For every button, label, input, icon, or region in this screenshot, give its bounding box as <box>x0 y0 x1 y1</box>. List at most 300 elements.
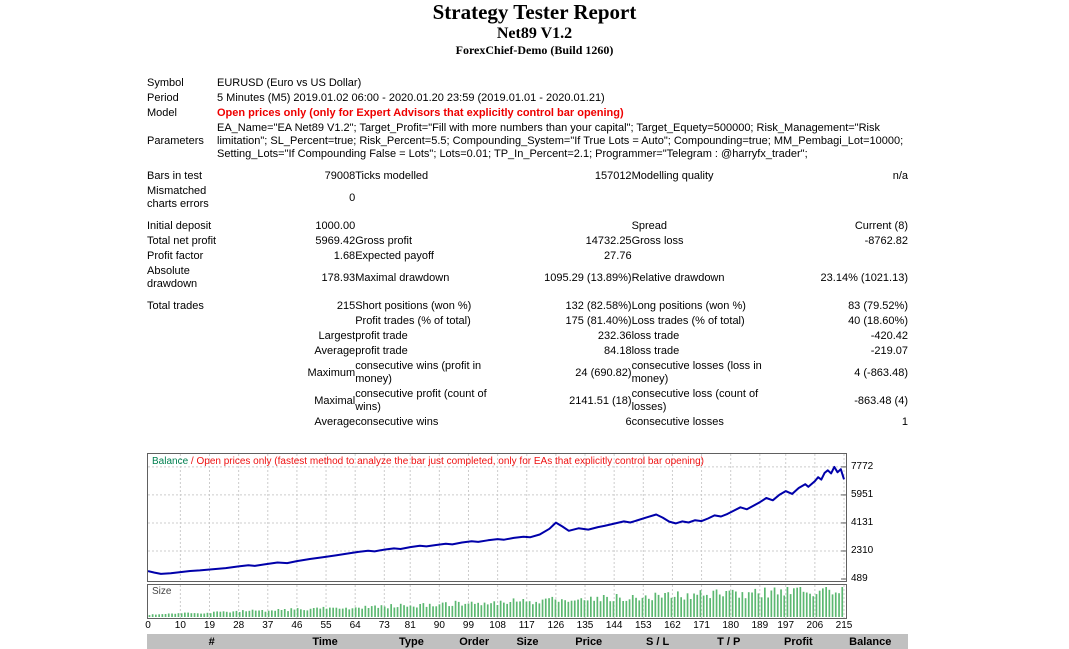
x-axis-tick-label: 64 <box>349 620 361 631</box>
summary-row <box>147 415 908 430</box>
summary-row <box>147 169 908 184</box>
summary-cell: 157012 <box>594 170 632 182</box>
size-bar <box>203 614 205 618</box>
size-bar <box>532 604 534 617</box>
summary-table <box>147 76 908 430</box>
summary-cell: consecutive loss (count of losses) <box>631 388 759 413</box>
summary-cell: Symbol <box>147 77 184 89</box>
summary-cell: Open prices only (only for Expert Advisors that explicitly control bar opening) <box>217 107 624 119</box>
summary-cell: 175 (81.40%) <box>565 315 632 327</box>
x-axis-tick-label: 19 <box>203 620 216 631</box>
size-bar <box>555 600 557 618</box>
summary-cell: -863.48 (4) <box>854 394 908 407</box>
summary-cell: Maximal <box>314 394 356 407</box>
summary-cell: Total net profit <box>147 235 217 247</box>
summary-cell: Absolute drawdown <box>147 265 198 290</box>
size-bar <box>239 612 241 617</box>
size-bar <box>558 602 560 617</box>
trades-column-header-#: # <box>208 635 215 648</box>
size-bar <box>297 608 299 617</box>
summary-cell <box>147 415 217 430</box>
summary-cell: Gross profit <box>355 235 413 247</box>
size-bar <box>748 592 750 617</box>
size-bar <box>319 609 321 617</box>
summary-cell: 84.18 <box>604 345 632 357</box>
summary-row <box>147 299 908 314</box>
size-bar <box>622 601 624 617</box>
summary-cell: 79008 <box>324 170 356 182</box>
summary-cell: Current (8) <box>854 220 908 232</box>
size-bar <box>471 602 473 617</box>
summary-cell: 40 (18.60%) <box>848 315 908 327</box>
size-bar <box>461 606 463 617</box>
size-bar <box>397 607 399 617</box>
summary-cell <box>493 184 631 212</box>
trades-column-header-order: Order <box>459 635 490 648</box>
summary-row <box>147 184 908 212</box>
summary-cell: Maximum <box>307 366 356 379</box>
broker-build: ForexChief-Demo (Build 1260) <box>455 43 614 57</box>
size-bar <box>661 598 663 617</box>
summary-gap <box>147 292 908 299</box>
x-axis-tick-label: 171 <box>693 620 710 631</box>
report-title: Strategy Tester Report <box>432 0 637 24</box>
size-bar <box>387 608 389 617</box>
size-bar <box>200 614 202 617</box>
size-bar <box>152 614 154 617</box>
size-bar <box>742 592 744 617</box>
size-bar <box>313 608 315 617</box>
summary-cell: consecutive losses (loss in money) <box>631 360 762 385</box>
size-bar <box>236 611 238 617</box>
size-bar <box>690 599 692 617</box>
size-bar <box>458 602 460 617</box>
size-bar <box>841 587 843 617</box>
size-bar <box>693 594 695 618</box>
size-bar <box>307 610 309 617</box>
size-bar <box>764 588 766 617</box>
summary-cell: 0 <box>349 191 356 204</box>
size-bar <box>584 600 586 617</box>
size-bar <box>796 588 798 617</box>
size-bar <box>361 609 363 617</box>
size-bar <box>738 598 740 617</box>
summary-cell: consecutive wins <box>355 416 439 428</box>
size-bar <box>800 587 802 617</box>
summary-cell: consecutive profit (count of wins) <box>355 388 487 413</box>
summary-cell: Relative drawdown <box>631 271 725 284</box>
summary-cell: Spread <box>631 220 668 232</box>
size-bar <box>474 604 476 617</box>
size-bar <box>342 609 344 617</box>
legend-model-note: Open prices only (fastest method to analyze the bar just completed, only for EAs that explicitly control bar opening) <box>196 456 704 467</box>
summary-cell: 27.76 <box>604 250 632 262</box>
summary-cell: 232.36 <box>597 330 632 342</box>
summary-cell: loss trade <box>631 330 680 342</box>
size-bar <box>448 606 450 617</box>
summary-cell: 5 Minutes (M5) 2019.01.02 06:00 - 2020.01.20 23:59 (2019.01.01 - 2020.01.21) <box>217 92 605 104</box>
size-bar <box>561 599 563 617</box>
size-bar <box>703 596 705 617</box>
size-bar <box>671 598 673 617</box>
size-bars-svg <box>148 585 846 618</box>
size-bar <box>819 591 821 617</box>
x-axis-tick-label: 99 <box>462 620 475 631</box>
size-bar <box>445 602 447 617</box>
size-bar <box>725 591 727 617</box>
summary-cell <box>770 249 908 264</box>
size-bar <box>484 603 486 617</box>
size-bar <box>268 611 270 617</box>
size-bar <box>754 589 756 617</box>
size-bar <box>506 604 508 617</box>
size-bar <box>529 601 531 617</box>
summary-cell: Period <box>147 92 179 104</box>
size-bar <box>226 612 228 617</box>
size-bar <box>642 598 644 617</box>
size-bar <box>658 595 660 617</box>
size-bar <box>207 613 209 617</box>
size-bar <box>368 608 370 617</box>
size-bar <box>732 590 734 617</box>
size-bar <box>829 590 831 617</box>
size-bar <box>255 611 257 617</box>
trades-column-header-profit: Profit <box>784 635 813 648</box>
size-bar <box>149 615 151 617</box>
size-bar <box>526 602 528 617</box>
summary-row <box>147 219 908 234</box>
size-bar <box>545 599 547 617</box>
size-bar <box>294 610 296 617</box>
size-bar <box>410 606 412 617</box>
trades-column-header-sl: S / L <box>645 635 670 648</box>
trades-column-header-size: Size <box>516 635 539 648</box>
size-bar <box>168 614 170 618</box>
x-axis-tick-label: 189 <box>751 620 769 631</box>
size-bar <box>680 597 682 617</box>
size-bar <box>274 611 276 617</box>
x-axis-tick-label: 28 <box>233 620 245 631</box>
size-bar <box>696 595 698 617</box>
summary-row <box>147 387 908 415</box>
x-axis-tick-label: 215 <box>835 620 853 631</box>
summary-cell: 5969.42 <box>315 235 356 247</box>
size-bar <box>323 607 325 617</box>
summary-cell: 1 <box>901 416 908 428</box>
summary-cell <box>147 344 217 359</box>
size-bar <box>358 608 360 617</box>
summary-row <box>147 121 908 162</box>
summary-cell: Largest <box>318 330 356 342</box>
summary-row <box>147 359 908 387</box>
summary-cell <box>770 184 908 212</box>
trades-column-header-time: Time <box>312 635 338 648</box>
size-bar <box>787 587 789 617</box>
balance-chart <box>147 453 847 582</box>
size-bar <box>516 602 518 617</box>
x-axis-tick-label: 81 <box>404 620 416 631</box>
size-bar <box>674 597 676 617</box>
size-bar <box>390 604 392 617</box>
size-bar <box>838 593 840 617</box>
size-bar <box>629 599 631 617</box>
summary-cell: 2141.51 (18) <box>569 394 632 407</box>
size-bar <box>181 613 183 617</box>
summary-row <box>147 249 908 264</box>
summary-cell: -8762.82 <box>864 235 908 247</box>
size-bar <box>822 588 824 617</box>
summary-row <box>147 329 908 344</box>
size-bar <box>632 595 634 617</box>
size-bar <box>371 606 373 617</box>
size-bar <box>442 603 444 617</box>
size-bar <box>487 604 489 617</box>
x-axis-tick-label: 108 <box>489 620 506 631</box>
summary-cell: EA_Name="EA Net89 V1.2"; Target_Profit="Fill with more numbers than your capital"; Target_Equety=500000; Risk_Management="Risk limitation"; SL_Percent=true; Risk_Percent=5.5; Compounding_System="If True Lots = Auto"; Compounding=true; MM_Pembagi_Lot=10000; Setting_Lots="If Compounding False = Lots"; Lots=0.01; TP_In_Percent=2.1; Programmer="Telegram : @harryfx_trader"; <box>217 122 904 160</box>
x-axis-tick-label: 37 <box>262 620 274 631</box>
size-bar <box>835 593 837 618</box>
size-bar <box>816 594 818 617</box>
x-axis-tick-label: 126 <box>547 620 565 631</box>
size-bar <box>155 615 157 617</box>
size-bar <box>242 610 244 617</box>
summary-cell: profit trade <box>355 330 408 342</box>
size-bar <box>613 601 615 617</box>
summary-cell: Ticks modelled <box>355 170 429 182</box>
size-bar <box>191 613 193 617</box>
size-bar <box>635 598 637 617</box>
legend-balance-label: Balance <box>152 456 189 467</box>
size-bar <box>197 613 199 617</box>
size-bar <box>806 593 808 618</box>
x-axis-tick-label: 10 <box>174 620 186 631</box>
size-bar <box>416 608 418 618</box>
size-bar <box>500 601 502 617</box>
size-bar <box>706 595 708 617</box>
summary-cell: 1095.29 (13.89%) <box>544 271 632 284</box>
size-bar <box>597 597 599 617</box>
size-bar <box>229 613 231 618</box>
size-bar <box>809 594 811 617</box>
size-bar <box>216 611 218 617</box>
size-bar <box>761 597 763 617</box>
size-bar <box>290 608 292 617</box>
summary-cell: EURUSD (Euro vs US Dollar) <box>217 77 362 89</box>
x-axis-tick-label: 0 <box>145 620 151 631</box>
size-bar <box>832 594 834 617</box>
summary-cell: loss trade <box>631 345 680 357</box>
summary-row <box>147 106 908 121</box>
size-bar <box>539 603 541 617</box>
y-axis-tick-label: 5951 <box>851 488 874 500</box>
size-bar <box>171 614 173 618</box>
summary-cell: 178.93 <box>321 271 356 284</box>
size-bar <box>413 607 415 617</box>
summary-cell <box>147 329 217 344</box>
size-bar <box>365 606 367 617</box>
summary-cell: consecutive losses <box>631 416 724 428</box>
size-bar <box>284 609 286 617</box>
size-bar <box>648 599 650 617</box>
size-bar <box>719 595 721 618</box>
trades-column-header-type: Type <box>399 635 424 648</box>
summary-row <box>147 264 908 292</box>
size-bar <box>651 600 653 617</box>
size-bar <box>332 608 334 617</box>
summary-cell: Loss trades (% of total) <box>631 315 745 327</box>
size-bar <box>590 597 592 617</box>
summary-cell: Gross loss <box>631 235 684 247</box>
size-bar <box>722 596 724 617</box>
size-bar <box>580 598 582 617</box>
x-axis-tick-label: 153 <box>634 620 652 631</box>
summary-cell: 4 (-863.48) <box>854 366 908 379</box>
size-bar <box>616 594 618 617</box>
summary-cell: Bars in test <box>147 170 203 182</box>
size-bar <box>771 591 773 618</box>
size-bar <box>213 612 215 617</box>
size-bar <box>606 597 608 617</box>
size-bar <box>564 600 566 617</box>
summary-cell: 23.14% (1021.13) <box>820 271 908 284</box>
size-bar <box>664 593 666 617</box>
summary-cell: 6 <box>625 416 632 428</box>
x-axis-tick-label: 55 <box>320 620 332 631</box>
size-bar <box>210 613 212 617</box>
trades-table-header <box>147 634 908 649</box>
summary-cell <box>147 314 217 329</box>
size-bar <box>403 605 405 617</box>
size-bar <box>252 610 254 617</box>
y-axis-tick-label: 7772 <box>851 460 874 472</box>
size-bar <box>352 608 354 617</box>
size-bar <box>174 614 176 617</box>
size-bar <box>435 606 437 617</box>
size-bar <box>751 593 753 618</box>
summary-cell: 24 (690.82) <box>575 366 632 379</box>
size-bar <box>793 588 795 617</box>
summary-cell: Maximal drawdown <box>355 271 450 284</box>
balance-curve-svg <box>148 454 846 581</box>
size-bar <box>600 601 602 617</box>
summary-cell: Mismatched charts errors <box>147 185 209 210</box>
size-bar <box>329 608 331 617</box>
size-bar <box>777 594 779 617</box>
size-bar <box>522 599 524 617</box>
summary-row <box>147 91 908 106</box>
balance-chart-legend: Balance / Open prices only (fastest method to analyze the bar just completed, only for EAs that explicitly control bar opening) <box>152 456 704 467</box>
size-bar <box>468 604 470 618</box>
size-bar <box>645 595 647 617</box>
summary-cell: n/a <box>892 170 908 182</box>
size-bar <box>384 607 386 618</box>
size-bar <box>429 604 431 617</box>
summary-cell: Profit factor <box>147 250 204 262</box>
summary-cell: 1.68 <box>333 250 356 262</box>
summary-row <box>147 76 908 91</box>
summary-cell <box>632 249 770 264</box>
summary-cell <box>355 219 493 234</box>
size-bar <box>374 606 376 618</box>
summary-cell: 132 (82.58%) <box>565 300 632 312</box>
x-axis-tick-label: 46 <box>291 620 303 631</box>
y-axis-tick-label: 2310 <box>851 544 874 556</box>
size-bar <box>783 596 785 618</box>
size-bar <box>223 611 225 617</box>
size-bar <box>655 593 657 617</box>
summary-cell: 14732.25 <box>585 235 632 247</box>
summary-cell: Short positions (won %) <box>355 300 472 312</box>
summary-row <box>147 234 908 249</box>
summary-cell: Average <box>314 345 356 357</box>
size-bar <box>767 598 769 618</box>
size-bar <box>571 601 573 617</box>
size-bar <box>265 612 267 617</box>
size-bar <box>619 598 621 617</box>
summary-cell: Parameters <box>147 135 204 147</box>
size-bar <box>481 605 483 617</box>
size-bar <box>162 614 164 617</box>
size-bar <box>638 600 640 617</box>
x-axis-tick-label: 90 <box>433 620 445 631</box>
size-bar <box>510 602 512 617</box>
summary-cell: Model <box>147 107 177 119</box>
summary-cell: 83 (79.52%) <box>848 300 908 312</box>
summary-cell: -420.42 <box>870 330 908 342</box>
size-bar <box>261 610 263 617</box>
size-bar <box>713 591 715 617</box>
size-bar <box>278 609 280 617</box>
size-bar <box>310 609 312 617</box>
size-chart <box>147 584 847 619</box>
summary-gap <box>147 212 908 219</box>
size-bar <box>339 609 341 617</box>
summary-cell <box>217 314 355 329</box>
size-bar <box>287 611 289 617</box>
x-axis-tick-label: 162 <box>664 620 681 631</box>
size-bar <box>184 613 186 617</box>
size-bar <box>519 601 521 617</box>
size-bar <box>271 610 273 617</box>
size-bar <box>684 600 686 617</box>
summary-gap <box>147 162 908 169</box>
trade-number-axis <box>147 620 857 633</box>
size-bar <box>735 592 737 618</box>
size-bar <box>587 600 589 617</box>
size-bar <box>687 593 689 617</box>
balance-line <box>148 467 844 574</box>
size-bar <box>381 605 383 617</box>
size-bar <box>377 608 379 617</box>
size-bar <box>345 608 347 617</box>
y-axis-tick-label: 4131 <box>851 516 874 528</box>
size-bar <box>497 605 499 617</box>
size-bar <box>609 601 611 617</box>
summary-cell <box>355 184 493 212</box>
summary-cell <box>147 387 217 415</box>
x-axis-tick-label: 73 <box>378 620 390 631</box>
size-bar <box>406 607 408 617</box>
ea-name: Net89 V1.2 <box>496 25 573 42</box>
size-bar <box>432 606 434 617</box>
trades-column-header-price: Price <box>575 635 603 648</box>
x-axis-tick-label: 117 <box>518 620 535 631</box>
size-bar <box>439 604 441 617</box>
size-bar <box>780 589 782 617</box>
size-bar <box>535 602 537 617</box>
size-bar <box>455 601 457 617</box>
summary-cell <box>147 359 217 387</box>
